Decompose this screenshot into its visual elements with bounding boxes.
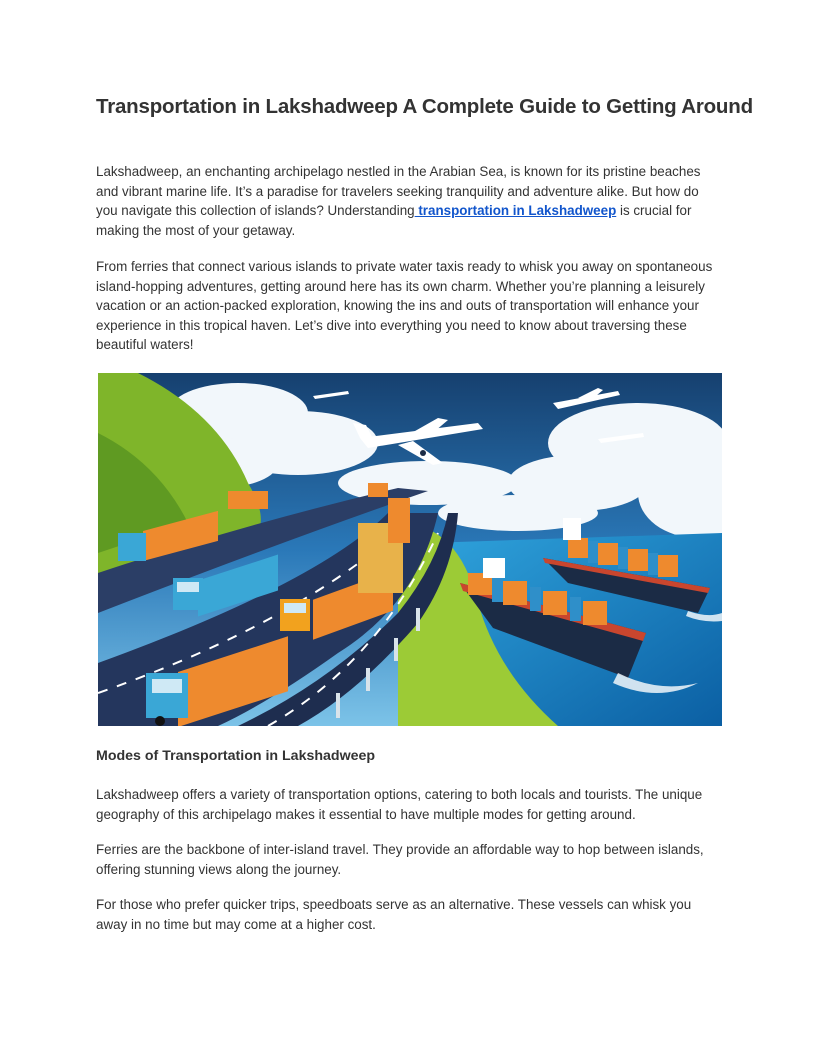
transportation-link[interactable]: transportation in Lakshadweep (414, 203, 617, 219)
transport-illustration-svg (98, 373, 722, 726)
transport-illustration (98, 373, 722, 726)
intro-text-start: Lakshadweep, an enchanting archipelago nestled in the Arabian Sea, is known for its pristine beaches and vibrant marine life. It’s a paradise for travelers seeking tranquility and adventure alike. But how do you navigate this collection of islands? Understanding (96, 164, 701, 219)
section-heading: Modes of Transportation in Lakshadweep (96, 748, 376, 764)
paragraph-modes: Lakshadweep offers a variety of transportation options, catering to both locals and tourists. The unique geography of this archipelago makes it essential to have multiple modes for getting around. (96, 787, 703, 822)
paragraph-ferries-intro: From ferries that connect various islands to private water taxis ready to whisk you away on spontaneous island-hopping adventures, getting around here has its own charm. Whether you’re planning a leisurely vacation or an action-packed exploration, knowing the ins and outs of transportation will enhance your experience in this tropical haven. Let’s dive into everything you need to know about traversing these beautiful waters! (96, 259, 713, 353)
paragraph-speedboats: For those who prefer quicker trips, speedboats serve as an alternative. These vessels can whisk you away in no time but may come at a higher cost. (96, 897, 692, 932)
intro-text-end: is crucial for making the most of your getaway. (96, 203, 692, 238)
paragraph-ferries: Ferries are the backbone of inter-island travel. They provide an affordable way to hop between islands, offering stunning views along the journey. (96, 842, 704, 877)
page-title: Transportation in Lakshadweep A Complete Guide to Getting Around (96, 95, 753, 118)
intro-paragraph (96, 162, 722, 240)
